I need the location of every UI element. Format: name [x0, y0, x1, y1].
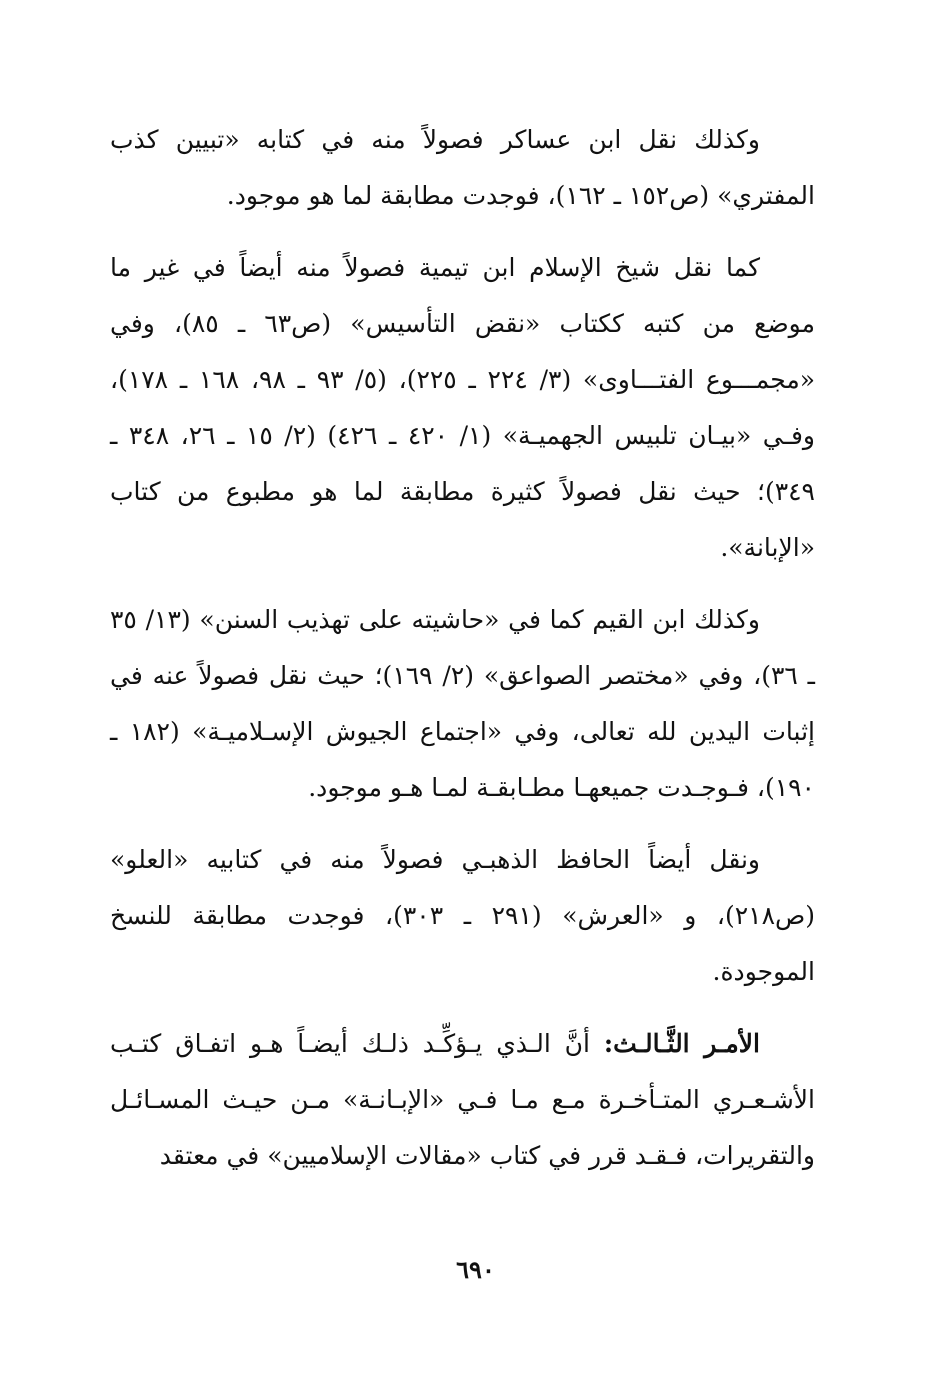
paragraph-third-matter — [110, 1016, 815, 1184]
third-matter-heading: الأمـر الثَّـالـث: — [603, 1029, 760, 1058]
paragraph-ibn-al-qayyim: وكذلك ابن القيم كما في «حاشيته على تهذيب السنن» (١٣/ ٣٥ ـ ٣٦)، وفي «مختصر الصواعق» (٢/ ١٦٩)؛ حيث نقل فصولاً عنه في إثبات اليدين لله تعالى، وفي «اجتماع الجيوش الإسـلاميـة» (١٨٢ ـ ١٩٠)، فـوجـدت جميعهـا مطـابقـة لمـا هـو موجود. — [110, 605, 815, 802]
paragraph-al-dhahabi: ونقل أيضاً الحافظ الذهبـي فصولاً منه في كتابيه «العلو» (ص٢١٨)، و «العرش» (٢٩١ ـ ٣٠٣)، فوجدت مطابقة للنسخ الموجودة. — [110, 845, 816, 986]
page-number: ٦٩٠ — [456, 1255, 495, 1284]
paragraph-ibn-taymiyya: كما نقل شيخ الإسلام ابن تيمية فصولاً منه أيضاً في غير ما موضع من كتبه ككتاب «نقض التأسيس» (ص٦٣ ـ ٨٥)، وفي «مجمـــوع الفتـــاوى» (٣/ ٢٢٤ ـ ٢٢٥)، (٥/ ٩٣ ـ ٩٨، ١٦٨ ـ ١٧٨)، وفـي «بيـان تلبيس الجهميـة» (١/ ٤٢٠ ـ ٤٢٦) (٢/ ١٥ ـ ٢٦، ٣٤٨ ـ ٣٤٩)؛ حيث نقل فصولاً كثيرة مطابقة لما هو مطبوع من كتاب «الإبانة». — [110, 253, 816, 562]
third-matter-text: أنَّ الـذي يـؤكِّـد ذلـك أيضـاً هـو اتفـاق كتـب الأشـعـري المتـأخـرة مـع مـا فـي «الإبـانـة» مـن حيـث المسـائـل والتقريرات، فـقـد قرر في كتاب «مقالات الإسلاميين» في معتقد — [110, 1029, 815, 1170]
page-body — [110, 112, 815, 1184]
paragraph-ibn-asakir: وكذلك نقل ابن عساكر فصولاً منه في كتابه «تبيين كذب المفتري» (ص١٥٢ ـ ١٦٢)، فوجدت مطابقة لما هو موجود. — [110, 125, 815, 210]
